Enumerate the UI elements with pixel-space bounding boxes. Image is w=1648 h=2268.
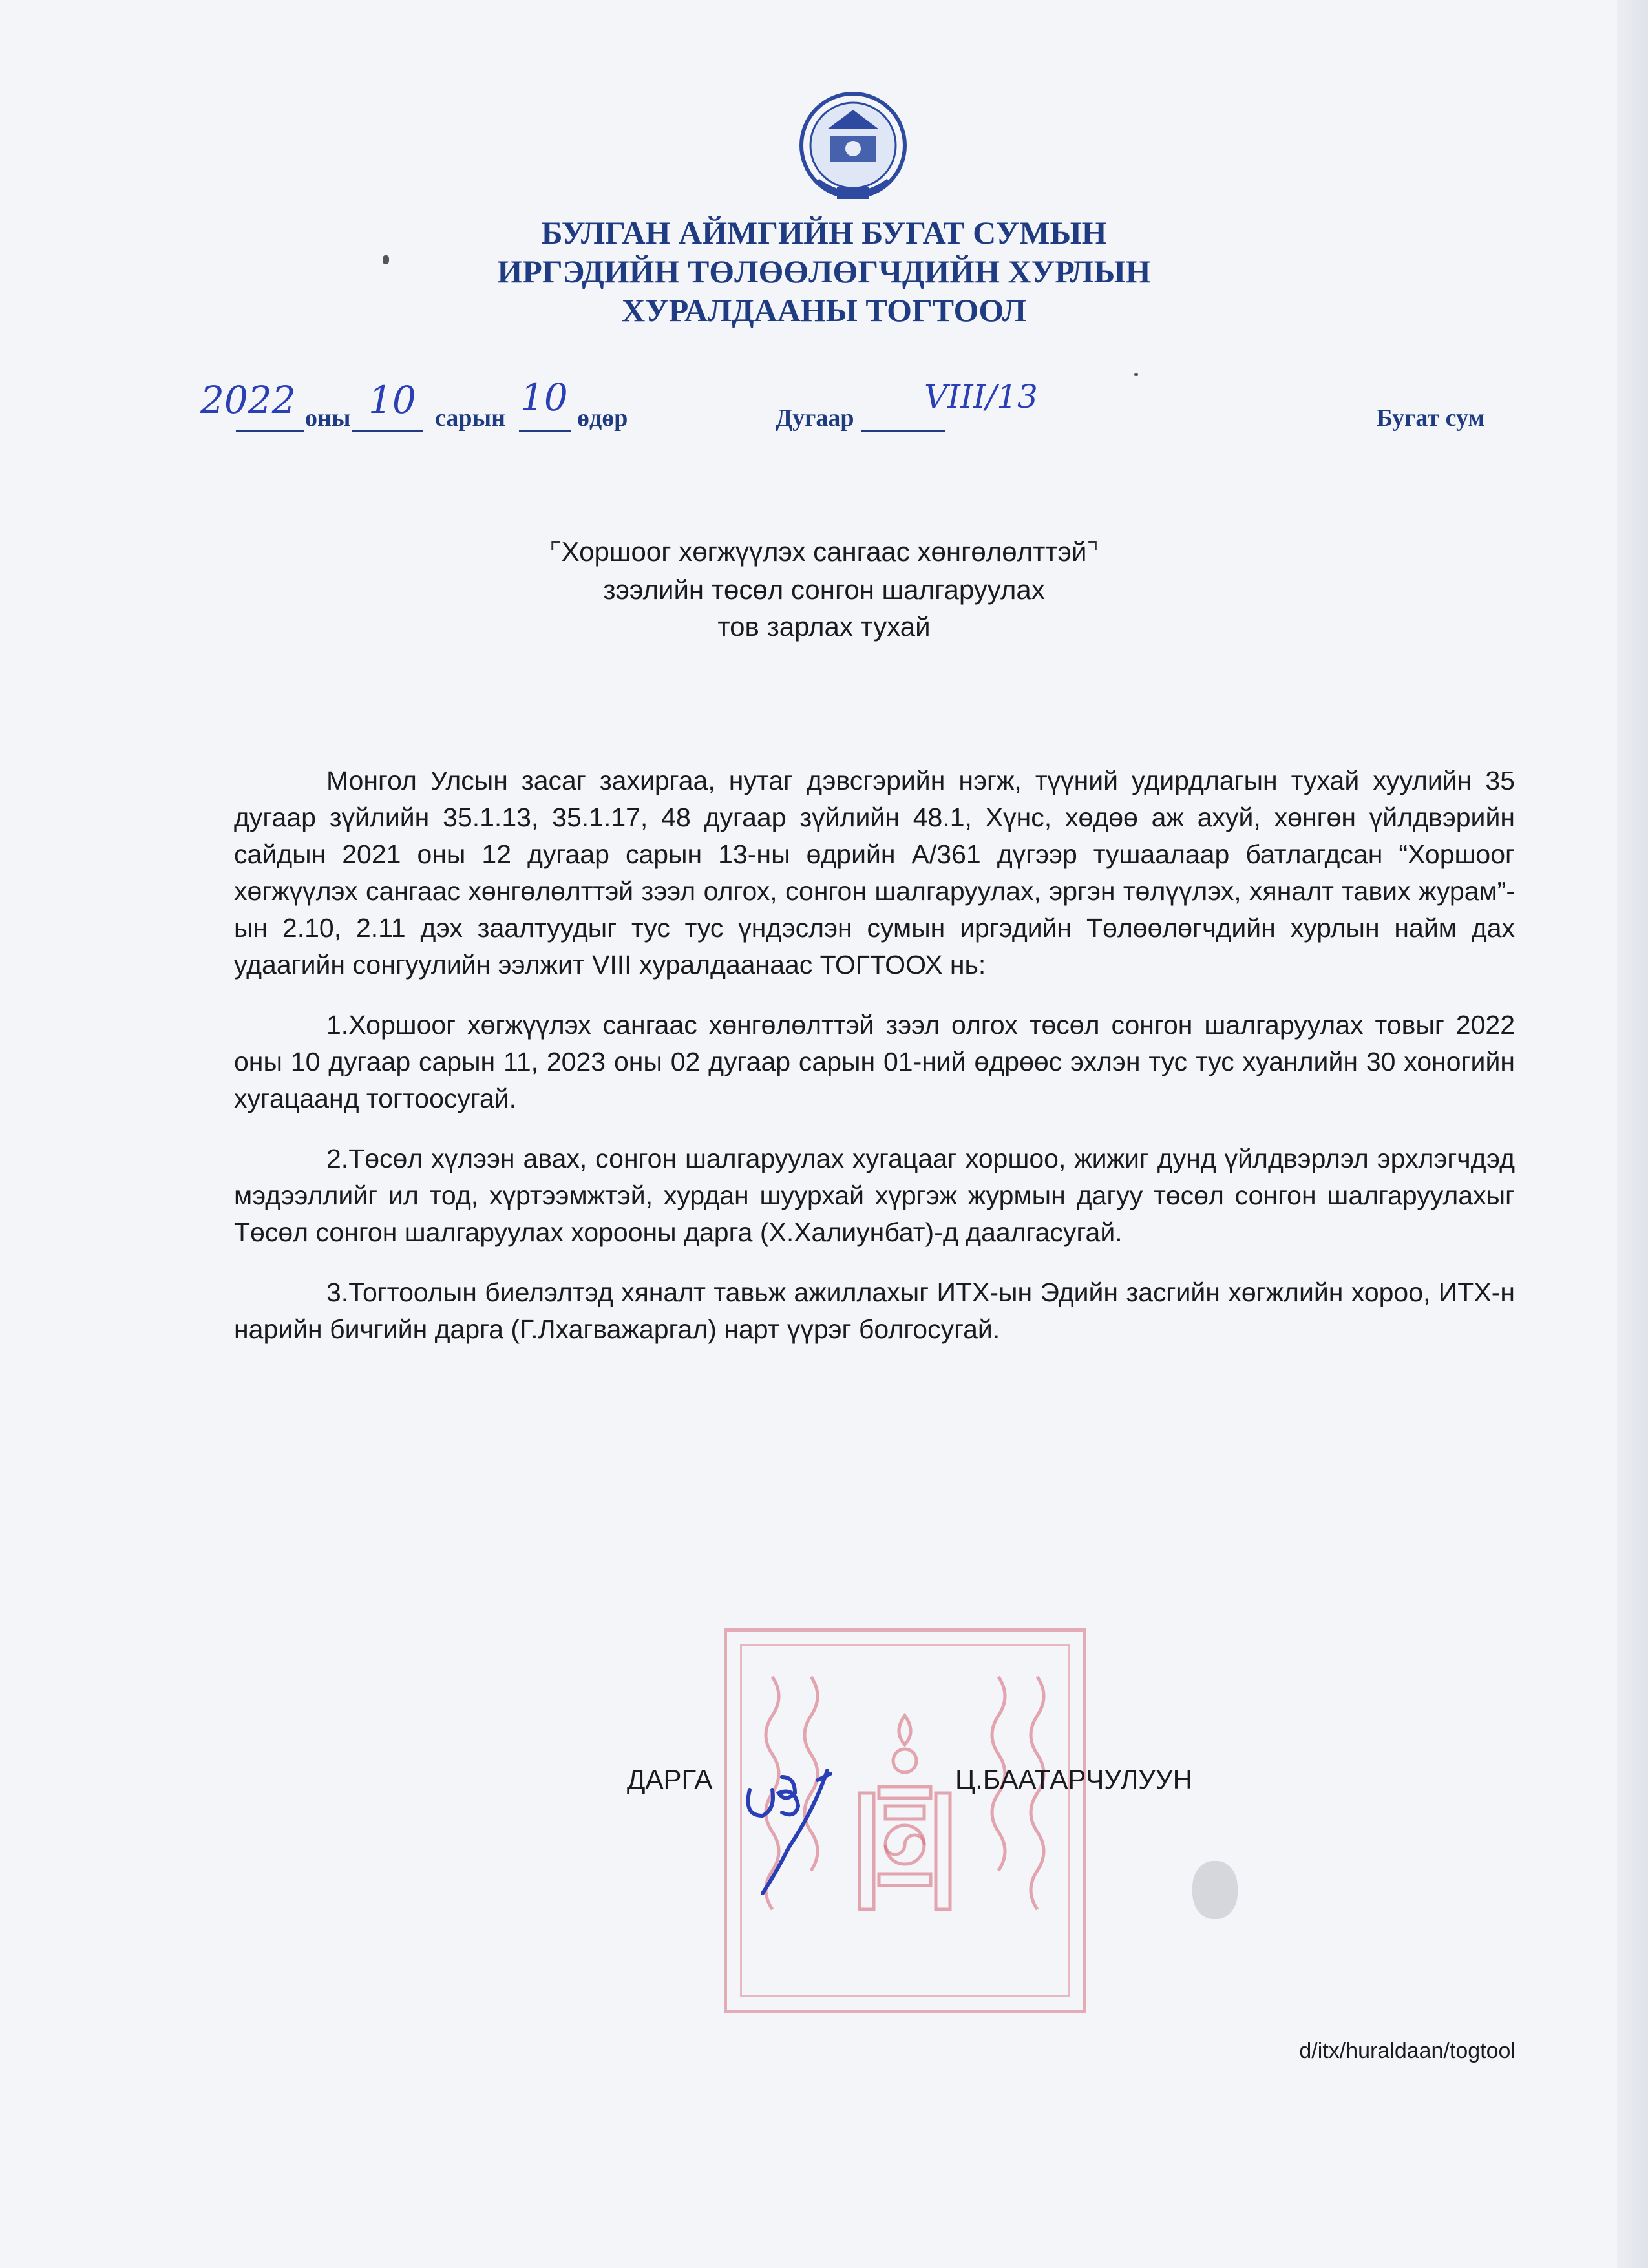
chair-name: Ц.БААТАРЧУЛУУН xyxy=(955,1764,1192,1794)
month-suffix: сарын xyxy=(435,404,506,432)
clause-1-paragraph: 1.Хоршоог хөгжүүлэх сангаас хөнгөлөлттэй зээл олгох төсөл сонгон шалгаруулах товыг 2022 оны 10 дугаар сарын 11, 2023 оны 02 дугаар сарын 01-ний өдрөөс эхлэн тус тус хуанлийн 30 хоногийн хугацаанд тогтоосугай. xyxy=(234,1010,1515,1113)
subject-open-bracket: ⌜ xyxy=(549,538,562,567)
year-blank xyxy=(236,406,304,432)
scan-speck xyxy=(383,255,389,264)
date-number-row xyxy=(0,375,1648,456)
resolution-body xyxy=(234,762,1515,1371)
scan-speck xyxy=(1134,373,1138,376)
place-name: Бугат сум xyxy=(1377,404,1485,432)
handwritten-signature-icon xyxy=(737,1751,872,1906)
chair-title: ДАРГА xyxy=(627,1764,713,1794)
resolution-subject xyxy=(0,533,1648,645)
preamble-paragraph: Монгол Улсын засаг захиргаа, нутаг дэвсгэрийн нэгж, түүний удирдлагын тухай хуулийн 35 дугаар зүйлийн 35.1.13, 35.1.17, 48 дугаар зүйлийн 48.1, Хүнс, хөдөө аж ахуй, хөнгөн үйлдвэрийн сайдын 2021 оны 12 дугаар сарын 13-ны өдрийн А/361 дүгээр тушаалаар батлагдсан “Хоршоог хөгжүүлэх сангаас хөнгөлөлттэй зээл олгох, сонгон шалгаруулах, эргэн төлүүлэх, хяналт тавих журам”-ын 2.10, 2.11 дэх заалтуудыг тус тус үндэслэн сумын иргэдийн Төлөөлөгчдийн хурлын найм дах удаагийн сонгуулийн ээлжит VIII хуралдаанаас ТОГТООХ нь: xyxy=(234,766,1515,980)
header-line-1: БУЛГАН АЙМГИЙН БУГАТ СУМЫН xyxy=(541,215,1107,251)
handwritten-number: VIII/13 xyxy=(924,378,1038,415)
state-emblem-icon xyxy=(792,90,914,210)
scan-page-edge xyxy=(1617,0,1648,2268)
file-path-footer: d/itx/huraldaan/togtool xyxy=(1299,2039,1516,2063)
day-suffix: өдөр xyxy=(577,404,628,432)
subject-line-3: тов зарлах тухай xyxy=(717,611,931,642)
handwritten-year: 2022 xyxy=(200,378,296,422)
resolution-header xyxy=(0,213,1648,330)
subject-close-bracket: ⌝ xyxy=(1086,538,1099,567)
subject-line-2: зээлийн төсөл сонгон шалгаруулах xyxy=(603,574,1045,605)
header-line-2: ИРГЭДИЙН ТӨЛӨӨЛӨГЧДИЙН ХУРЛЫН xyxy=(497,253,1151,289)
number-blank xyxy=(861,406,945,432)
number-label: Дугаар xyxy=(776,404,854,432)
year-suffix: оны xyxy=(305,404,351,432)
handwritten-day: 10 xyxy=(520,375,568,419)
scan-smudge xyxy=(1192,1861,1238,1919)
handwritten-month: 10 xyxy=(368,378,416,422)
clause-3-paragraph: 3.Тогтоолын биелэлтэд хяналт тавьж ажиллахыг ИТХ-ын Эдийн засгийн хөгжлийн хороо, ИТХ-н нарийн бичгийн дарга (Г.Лхагважаргал) нарт үүрэг болгосугай. xyxy=(234,1277,1515,1344)
subject-line-1-text: Хоршоог хөгжүүлэх сангаас хөнгөлөлттэй xyxy=(561,536,1087,567)
clause-2-paragraph: 2.Төсөл хүлээн авах, сонгон шалгаруулах хугацааг хоршоо, жижиг дунд үйлдвэрлэл эрхлэгчдэд мэдээллийг ил тод, хүртээмжтэй, хурдан шуурхай хүргэж журмын дагуу төсөл сонгон шалгаруулахыг Төсөл сонгон шалгаруулах хорооны дарга (Х.Халиунбат)-д даалгасугай. xyxy=(234,1144,1515,1247)
header-line-3: ХУРАЛДААНЫ ТОГТООЛ xyxy=(621,292,1027,328)
subject-line-1 xyxy=(0,533,1648,571)
day-blank xyxy=(519,406,571,432)
month-blank xyxy=(352,406,423,432)
